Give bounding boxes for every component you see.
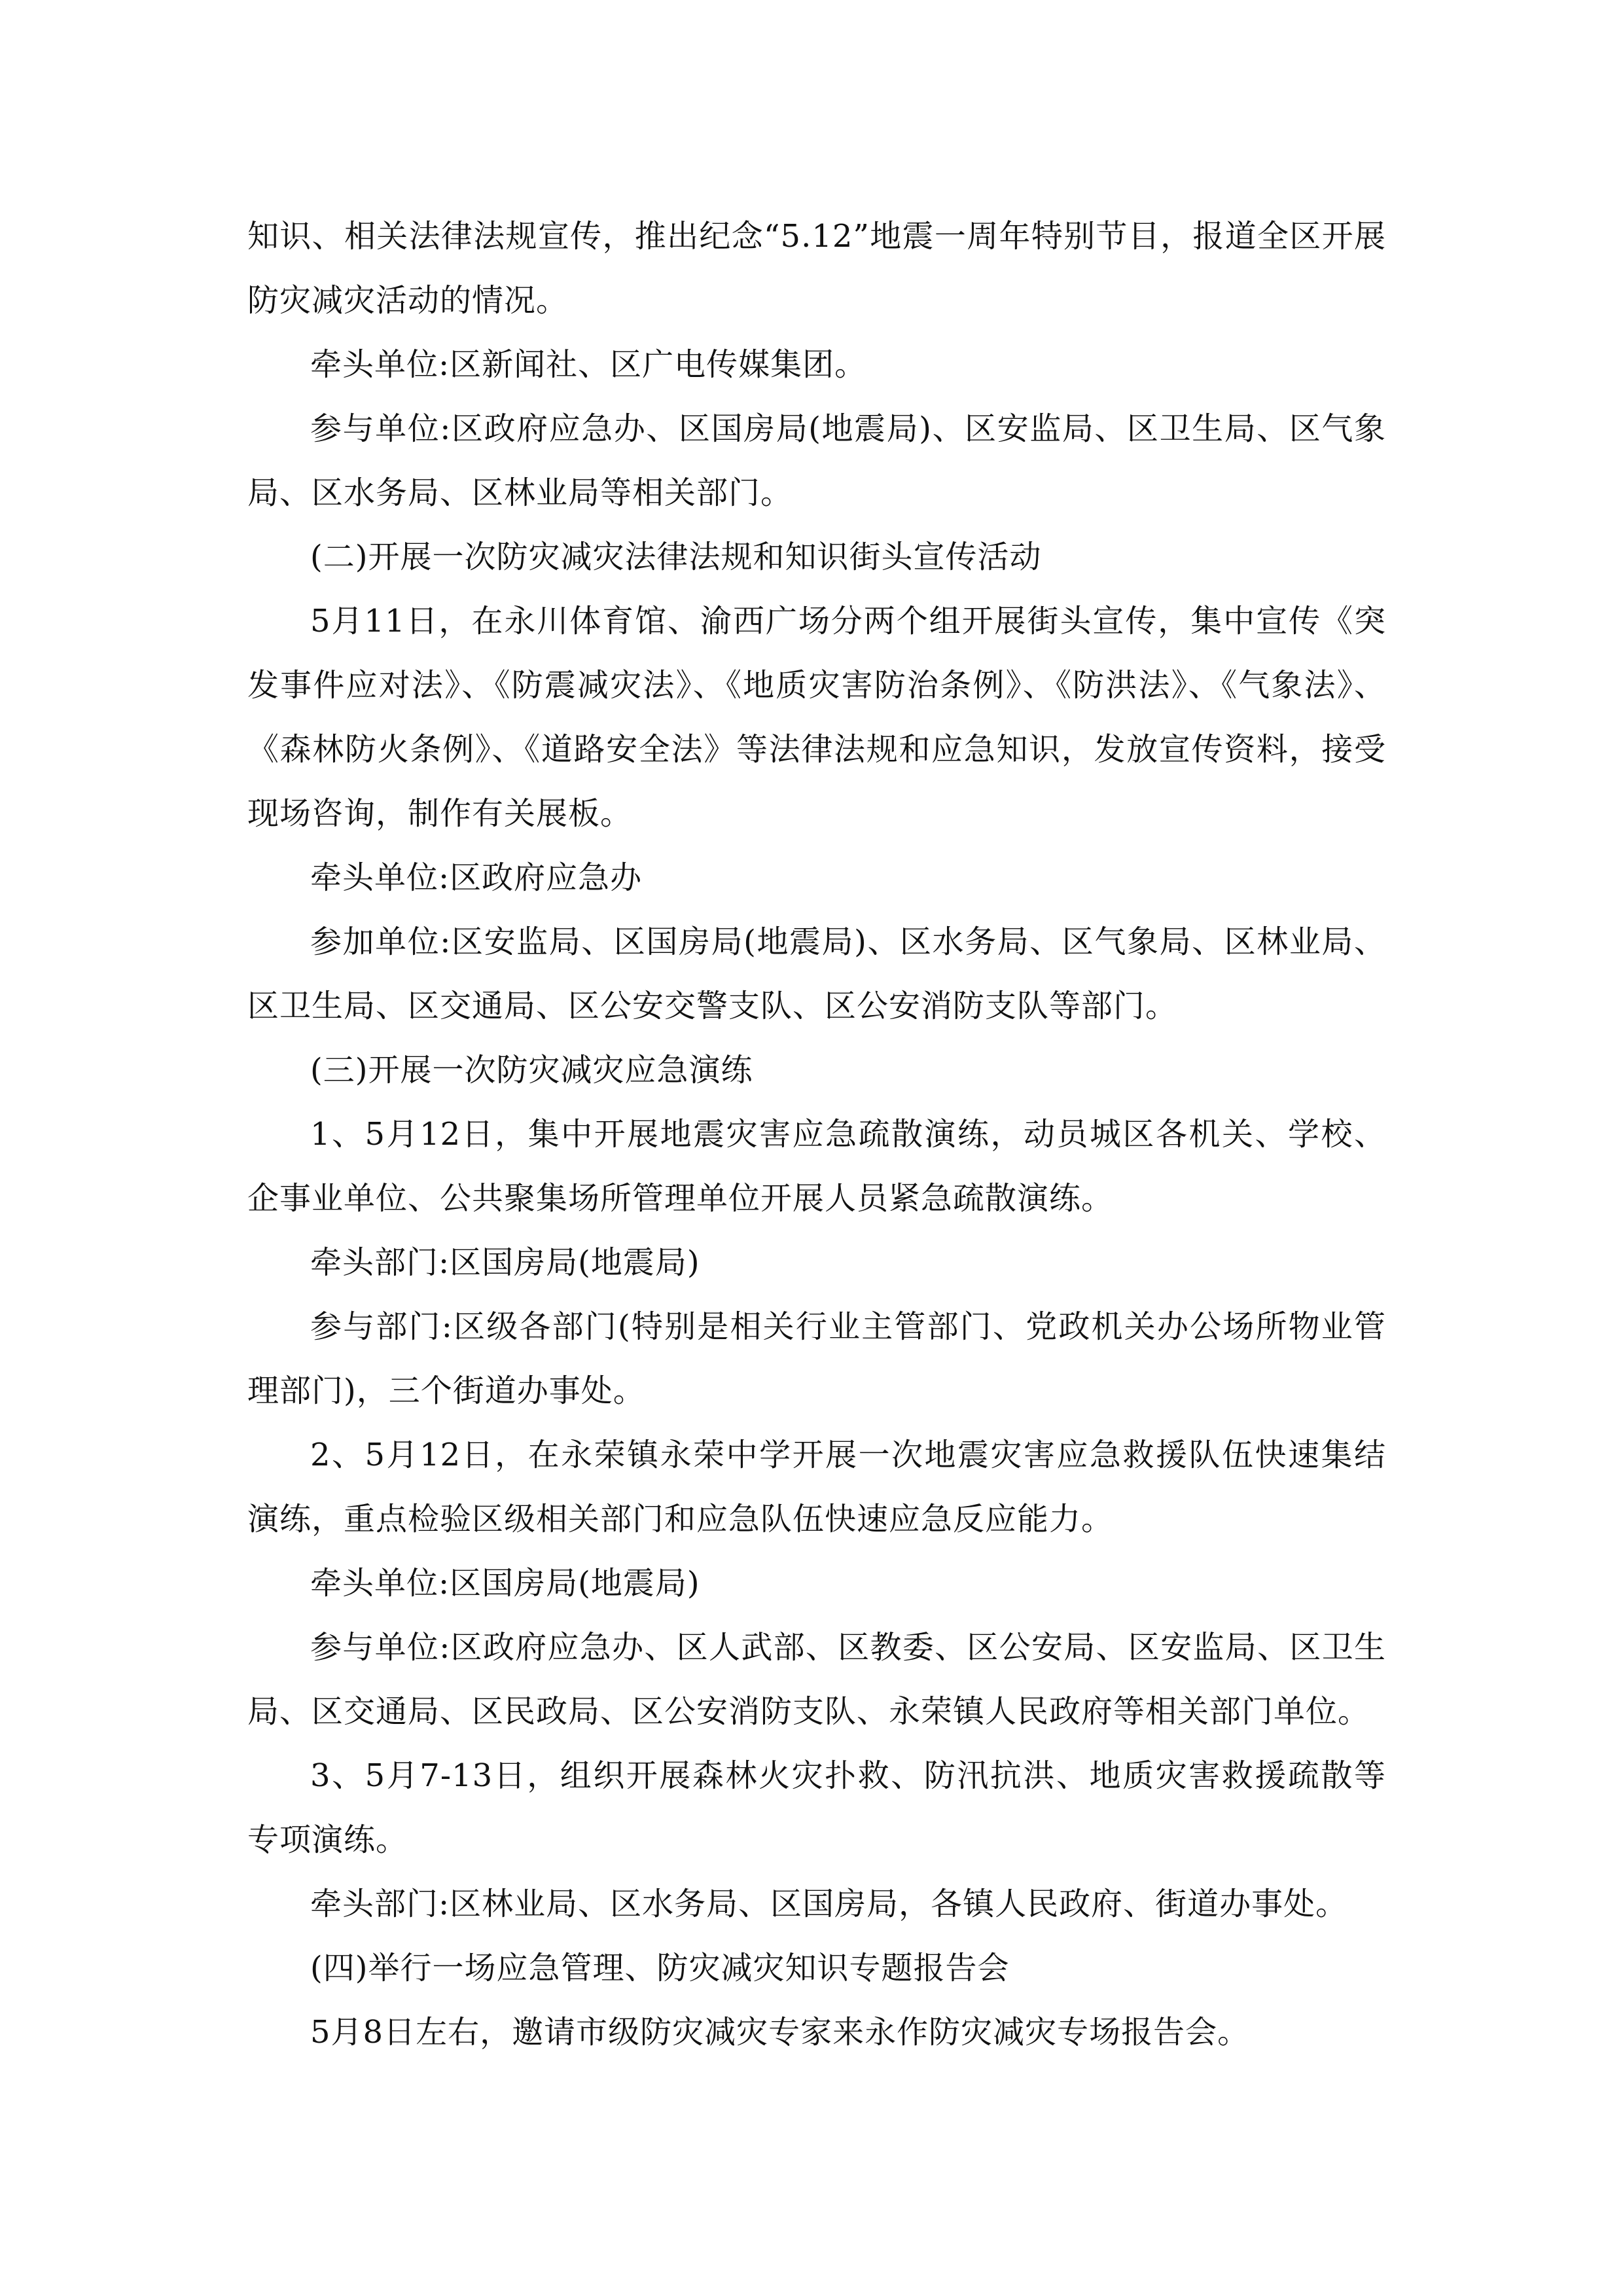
paragraph-drill-1: 1、5月12日，集中开展地震灾害应急疏散演练，动员城区各机关、学校、企事业单位、公共聚集场所管理单位开展人员紧急疏散演练。: [247, 1116, 1386, 1217]
paragraph-street-publicity: 5月11日，在永川体育馆、渝西广场分两个组开展街头宣传，集中宣传《突发事件应对法》、《防震减灾法》、《地质灾害防治条例》、《防洪法》、《气象法》、《森林防火条例》、《道路安全法》等法律法规和应急知识，发放宣传资料，接受现场咨询，制作有关展板。: [247, 603, 1386, 832]
paragraph-lead-unit: 牵头单位:区新闻社、区广电传媒集团。: [310, 346, 867, 383]
paragraph-lead-unit: 牵头单位:区国房局(地震局): [310, 1565, 700, 1602]
paragraph-participating-departments: 参与部门:区级各部门(特别是相关行业主管部门、党政机关办公场所物业管理部门)，三个街道办事处。: [247, 1308, 1386, 1409]
section-heading-2: (二)开展一次防灾减灾法律法规和知识街头宣传活动: [310, 539, 1042, 575]
paragraph-publicity-continuation: 知识、相关法律法规宣传，推出纪念“5.12”地震一周年特别节目，报道全区开展防灾减灾活动的情况。: [247, 218, 1386, 319]
document-body: [247, 204, 1386, 2064]
paragraph-lead-unit: 牵头单位:区政府应急办: [310, 859, 643, 896]
section-heading-4: (四)举行一场应急管理、防灾减灾知识专题报告会: [310, 1950, 1010, 1986]
paragraph-participating-units: 参与单位:区政府应急办、区人武部、区教委、区公安局、区安监局、区卫生局、区交通局、区民政局、区公安消防支队、永荣镇人民政府等相关部门单位。: [247, 1629, 1386, 1730]
paragraph-lead-department: 牵头部门:区国房局(地震局): [310, 1244, 700, 1281]
paragraph-drill-2: 2、5月12日，在永荣镇永荣中学开展一次地震灾害应急救援队伍快速集结演练，重点检验区级相关部门和应急队伍快速应急反应能力。: [247, 1437, 1386, 1537]
paragraph-participating-units: 参与单位:区政府应急办、区国房局(地震局)、区安监局、区卫生局、区气象局、区水务局、区林业局等相关部门。: [247, 410, 1386, 511]
paragraph-participating-units: 参加单位:区安监局、区国房局(地震局)、区水务局、区气象局、区林业局、区卫生局、区交通局、区公安交警支队、区公安消防支队等部门。: [247, 924, 1386, 1024]
section-heading-3: (三)开展一次防灾减灾应急演练: [310, 1052, 753, 1088]
paragraph-drill-3: 3、5月7-13日，组织开展森林火灾扑救、防汛抗洪、地质灾害救援疏散等专项演练。: [247, 1757, 1386, 1858]
paragraph-report-meeting: 5月8日左右，邀请市级防灾减灾专家来永作防灾减灾专场报告会。: [310, 2014, 1250, 2051]
paragraph-lead-department: 牵头部门:区林业局、区水务局、区国房局，各镇人民政府、街道办事处。: [310, 1886, 1348, 1922]
